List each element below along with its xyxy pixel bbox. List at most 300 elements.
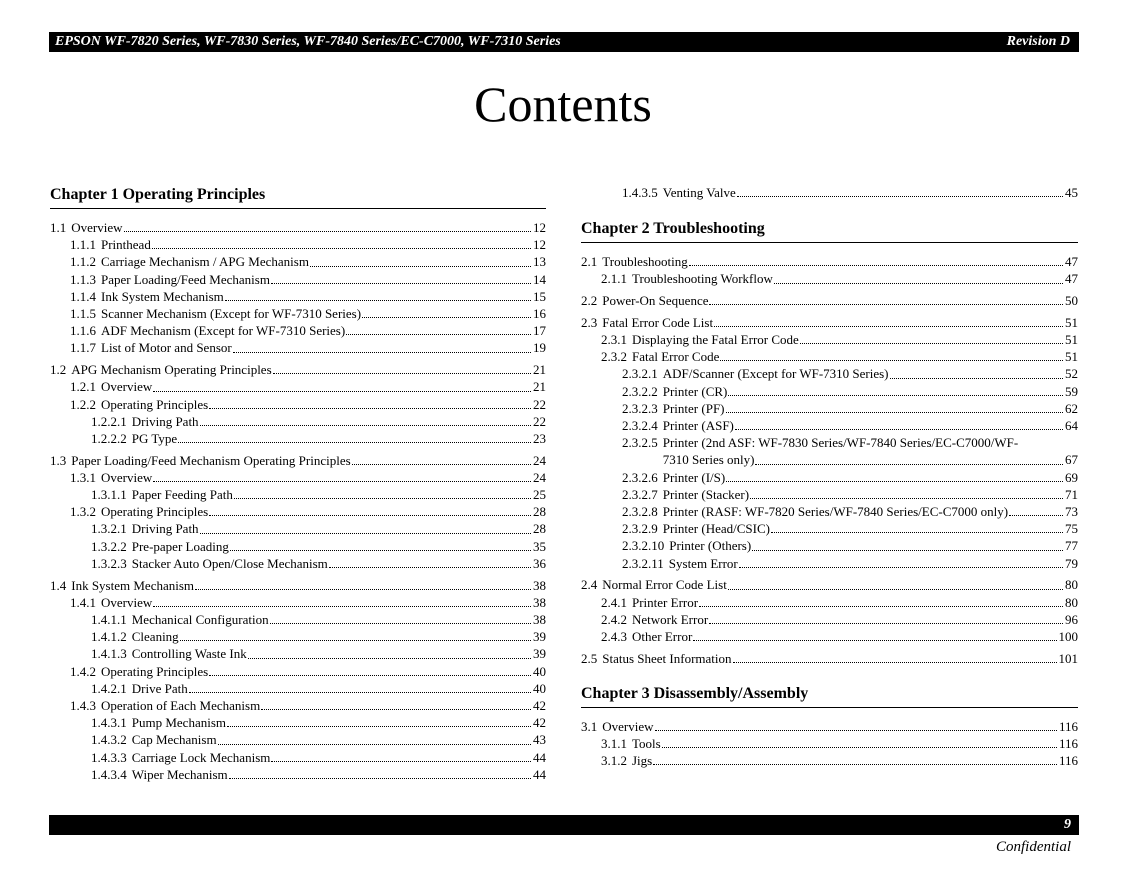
toc-entry-text: ADF/Scanner (Except for WF-7310 Series) [662,366,889,382]
toc-entry-page: 21 [533,362,546,378]
chapter-1-entries [50,219,546,783]
toc-entry[interactable] [581,752,1078,769]
dot-leader [720,360,1063,361]
toc-entry-page: 52 [1065,366,1078,382]
toc-entry[interactable] [50,236,546,253]
toc-entry-number: 3.1.1 [601,736,627,752]
toc-entry-text: Fatal Error Code [632,349,720,365]
toc-entry-text: Wiper Mechanism [131,766,228,782]
toc-entry-text: Printer (Others) [669,538,752,554]
toc-entry-number: 2.3.2.1 [622,366,658,382]
toc-entry-number: 1.1.6 [70,323,96,339]
toc-entry-number: 1.2.2 [70,396,96,412]
toc-entry-text: Tools [632,736,661,752]
toc-entry-number: 1.1.4 [70,288,96,304]
chapter-1-heading[interactable]: Chapter 1 Operating Principles [50,184,546,209]
toc-entry-text-cont: 7310 Series only) [662,452,755,468]
dot-leader [693,640,1056,641]
toc-entry[interactable] [50,766,546,783]
toc-entry-text: Printer (Stacker) [662,486,750,502]
toc-entry-number: 1.4.2 [70,663,96,679]
toc-entry[interactable] [50,253,546,270]
toc-entry-number: 1.1.1 [70,237,96,253]
dot-leader [225,300,531,301]
toc-entry-page: 28 [533,504,546,520]
toc-entry-page: 45 [1065,185,1078,200]
toc-entry-text: Fatal Error Code List [602,314,714,330]
toc-entry-page: 38 [533,594,546,610]
toc-entry-page: 35 [533,538,546,554]
dot-leader [655,730,1057,731]
footer-bar [49,815,1079,835]
toc-entry-page: 42 [533,697,546,713]
toc-entry-number: 1.4.1.1 [91,611,127,627]
toc-entry-page: 16 [533,306,546,322]
toc-entry[interactable] [581,735,1078,752]
dot-leader [271,283,531,284]
toc-entry-number: 2.1.1 [601,271,627,287]
toc-entry-page: 22 [533,413,546,429]
dot-leader [230,550,531,551]
toc-entry-page: 17 [533,323,546,339]
toc-entry[interactable] [50,378,546,395]
toc-entry-page: 25 [533,487,546,503]
toc-entry-text: Operation of Each Mechanism [101,697,261,713]
toc-entry-text: Driving Path [131,521,199,537]
toc-entry-text: Overview [101,469,153,485]
dot-leader [709,304,1063,305]
toc-entry-number: 1.1 [50,220,67,235]
toc-entry-number: 2.4.3 [601,628,627,644]
toc-entry-page: 116 [1058,718,1078,734]
toc-entry-text: Venting Valve [662,185,736,200]
dot-leader [124,231,531,232]
toc-entry-number: 2.3.2.5 [622,435,658,451]
toc-entry-number: 1.2.1 [70,379,96,395]
toc-entry-text: Power-On Sequence [602,293,709,309]
toc-entry-number: 2.3.2.3 [622,400,658,416]
toc-entry[interactable] [581,417,1078,434]
toc-entry-text: Normal Error Code List [602,577,727,593]
toc-entry[interactable] [50,288,546,305]
toc-entry-number: 1.3.2.2 [91,538,127,554]
toc-entry-page: 75 [1065,521,1078,537]
toc-entry-number: 1.4.1.3 [91,646,127,662]
toc-entry-number: 1.3.2.1 [91,521,127,537]
toc-entry[interactable] [50,452,546,469]
dot-leader [352,464,531,465]
toc-entry[interactable] [581,383,1078,400]
toc-entry-page: 51 [1065,314,1078,330]
toc-entry[interactable] [50,577,546,594]
toc-entry-page: 116 [1058,753,1078,769]
toc-entry[interactable] [50,503,546,520]
dot-leader [178,442,531,443]
toc-entry-page: 38 [533,611,546,627]
toc-entry-text: Network Error [632,611,709,627]
toc-entry-continuation [663,451,1078,468]
toc-entry[interactable] [50,361,546,378]
header-bar [49,32,1079,52]
toc-entry[interactable] [581,184,1078,201]
toc-entry-number: 2.4 [581,577,598,593]
toc-entry-text: Paper Feeding Path [131,487,233,503]
toc-entry[interactable] [50,714,546,731]
dot-leader [728,589,1063,590]
toc-entry-text: Overview [101,379,153,395]
toc-entry[interactable] [581,253,1078,270]
toc-entry[interactable] [581,434,1078,468]
toc-entry-page: 71 [1065,486,1078,502]
toc-entry-page: 96 [1065,611,1078,627]
toc-entry-number: 1.1.2 [70,254,96,270]
toc-entry-text: Carriage Lock Mechanism [131,749,271,765]
toc-entry[interactable] [581,348,1078,365]
toc-entry-page: 42 [533,715,546,731]
toc-entry[interactable] [50,305,546,322]
toc-entry[interactable] [50,538,546,555]
dot-leader [728,395,1063,396]
toc-entry-text: Paper Loading/Feed Mechanism Operating Principles [71,452,351,468]
dot-leader [153,606,531,607]
toc-entry[interactable] [581,650,1078,667]
dot-leader [270,623,531,624]
toc-entry-page: 39 [533,646,546,662]
toc-entry[interactable] [581,576,1078,593]
dot-leader [209,408,531,409]
toc-entry[interactable] [581,400,1078,417]
toc-entry-number: 2.3 [581,314,598,330]
toc-entry[interactable] [50,680,546,697]
toc-entry[interactable] [50,322,546,339]
toc-entry[interactable] [581,503,1078,520]
dot-leader [261,709,531,710]
toc-entry-text: Pre-paper Loading [131,538,229,554]
dot-leader [273,373,531,374]
confidential-label: Confidential [996,839,1071,855]
dot-leader [800,343,1063,344]
dot-leader [752,550,1063,551]
toc-entry-number: 1.3.2 [70,504,96,520]
toc-entry-number: 2.4.1 [601,594,627,610]
toc-entry-text: Overview [71,220,123,235]
toc-entry-text: Drive Path [131,680,188,696]
toc-entry[interactable] [581,365,1078,382]
toc-entry-text: Printer (I/S) [662,469,726,485]
toc-right-column [581,184,1078,769]
dot-leader [234,498,531,499]
toc-entry-page: 80 [1065,594,1078,610]
toc-entry[interactable] [581,520,1078,537]
toc-entry-number: 2.3.1 [601,332,627,348]
toc-entry-number: 1.4.3.3 [91,749,127,765]
chapter-3-entries [581,718,1078,770]
toc-entry[interactable] [581,628,1078,645]
toc-entry-page: 73 [1065,504,1078,520]
toc-entry-page: 80 [1065,577,1078,593]
toc-entry[interactable] [50,697,546,714]
dot-leader [689,265,1063,266]
toc-entry-number: 1.3 [50,452,67,468]
toc-entry-wrap [663,434,1078,468]
toc-entry[interactable] [581,555,1078,572]
toc-entry-text: Printer (RASF: WF-7820 Series/WF-7840 Series/EC-C7000 only) [662,504,1009,520]
toc-entry-number: 2.3.2.10 [622,538,665,554]
toc-entry-page: 39 [533,629,546,645]
dot-leader [329,567,531,568]
toc-entry-number: 1.4.3.2 [91,732,127,748]
toc-entry-number: 1.4.3.5 [622,185,658,200]
toc-entry[interactable] [50,413,546,430]
toc-entry-text: Controlling Waste Ink [131,646,247,662]
chapter-2-entries [581,253,1078,667]
toc-entry-number: 1.4.3 [70,697,96,713]
header-series-title: EPSON WF-7820 Series, WF-7830 Series, WF-7840 Series/EC-C7000, WF-7310 Series [55,34,561,49]
toc-entry-text: Operating Principles [101,663,209,679]
toc-entry-text: List of Motor and Sensor [101,340,232,356]
toc-entry-number: 2.3.2.6 [622,469,658,485]
toc-entry-number: 1.4.3.4 [91,766,127,782]
dot-leader [714,326,1063,327]
toc-entry-page: 13 [533,254,546,270]
dot-leader [310,266,531,267]
toc-entry[interactable] [581,594,1078,611]
toc-entry-page: 24 [533,469,546,485]
dot-leader [699,606,1063,607]
toc-entry-number: 2.3.2.8 [622,504,658,520]
toc-entry-number: 2.3.2.11 [622,555,664,571]
toc-entry-text: Jigs [632,753,653,769]
dot-leader [771,532,1063,533]
toc-entry-text: Operating Principles [101,396,209,412]
toc-entry-page: 43 [533,732,546,748]
toc-entry[interactable] [581,718,1078,735]
toc-entry[interactable] [50,430,546,447]
dot-leader [362,317,531,318]
dot-leader [153,391,531,392]
dot-leader [209,675,531,676]
toc-entry-page: 100 [1058,628,1078,644]
toc-entry-text: Ink System Mechanism [71,577,195,593]
toc-entry-number: 1.4.2.1 [91,680,127,696]
toc-entry[interactable] [581,486,1078,503]
dot-leader [233,352,531,353]
toc-entry[interactable] [50,219,546,236]
toc-entry[interactable] [50,645,546,662]
toc-entry[interactable] [50,520,546,537]
toc-entry-number: 1.3.1.1 [91,487,127,503]
toc-entry-page: 79 [1065,555,1078,571]
toc-entry-page: 51 [1065,349,1078,365]
toc-entry-number: 2.2 [581,293,598,309]
toc-entry-page: 19 [533,340,546,356]
toc-entry-page: 38 [533,577,546,593]
toc-entry-text: Printer (CR) [662,383,728,399]
toc-entry-number: 1.1.7 [70,340,96,356]
dot-leader [346,334,531,335]
toc-entry-number: 1.4 [50,577,67,593]
toc-entry-page: 64 [1065,418,1078,434]
toc-entry-page: 62 [1065,400,1078,416]
dot-leader [890,378,1063,379]
toc-entry-page: 14 [533,271,546,287]
dot-leader [153,481,531,482]
dot-leader [733,662,1057,663]
toc-entry-page: 77 [1065,538,1078,554]
toc-entry-number: 1.1.3 [70,271,96,287]
page-number: 9 [1064,817,1071,832]
toc-entry[interactable] [581,331,1078,348]
dot-leader [739,567,1063,568]
page-title: Contents [474,76,652,132]
dot-leader [1009,515,1063,516]
toc-entry[interactable] [50,469,546,486]
toc-entry-text: Paper Loading/Feed Mechanism [101,271,270,287]
toc-entry-text: Mechanical Configuration [131,611,269,627]
dot-leader [750,498,1063,499]
toc-entry-number: 2.5 [581,650,598,666]
dot-leader [726,481,1063,482]
toc-entry-page: 47 [1065,254,1078,270]
toc-entry-text: Printer (2nd ASF: WF-7830 Series/WF-7840 Series/EC-C7000/WF- [662,435,1019,451]
toc-entry-number: 1.2.2.2 [91,430,127,446]
dot-leader [209,515,531,516]
toc-entry-page: 21 [533,379,546,395]
toc-entry-number: 1.1.5 [70,306,96,322]
toc-entry-number: 1.2.2.1 [91,413,127,429]
toc-entry-text: Carriage Mechanism / APG Mechanism [101,254,309,270]
toc-entry-text: Overview [101,594,153,610]
dot-leader [774,283,1063,284]
toc-entry[interactable] [50,663,546,680]
dot-leader [755,464,1063,465]
toc-entry-number: 1.4.3.1 [91,715,127,731]
toc-entry-number: 2.4.2 [601,611,627,627]
toc-entry-page: 59 [1065,383,1078,399]
toc-entry[interactable] [50,339,546,356]
toc-left-column [50,184,546,783]
toc-entry-text: Troubleshooting Workflow [632,271,773,287]
dot-leader [709,623,1063,624]
toc-entry-text: Cleaning [131,629,179,645]
dot-leader [737,196,1063,197]
dot-leader [218,744,531,745]
toc-entry-text: Stacker Auto Open/Close Mechanism [131,555,328,571]
toc-entry-text: Operating Principles [101,504,209,520]
toc-entry[interactable] [50,628,546,645]
toc-entry-text: ADF Mechanism (Except for WF-7310 Series) [101,323,346,339]
toc-entry-page: 12 [533,220,546,235]
toc-entry-number: 1.4.1 [70,594,96,610]
toc-entry-page: 22 [533,396,546,412]
toc-entry-text: Scanner Mechanism (Except for WF-7310 Series) [101,306,362,322]
toc-entry[interactable] [50,731,546,748]
toc-entry-number: 2.1 [581,254,598,270]
dot-leader [735,429,1063,430]
toc-entry-number: 2.3.2.2 [622,383,658,399]
toc-entry[interactable] [581,292,1078,309]
toc-entry-page: 23 [533,430,546,446]
toc-entry-text: Other Error [632,628,693,644]
toc-entry-number: 2.3.2.9 [622,521,658,537]
toc-entry[interactable] [50,611,546,628]
toc-entry-page: 44 [533,749,546,765]
toc-entry[interactable] [50,271,546,288]
toc-entry-text: Displaying the Fatal Error Code [632,332,799,348]
toc-entry-page: 51 [1065,332,1078,348]
dot-leader [653,764,1057,765]
toc-entry-number: 3.1.2 [601,753,627,769]
toc-entry[interactable] [581,270,1078,287]
toc-entry-text: Driving Path [131,413,199,429]
toc-entry[interactable] [50,594,546,611]
toc-entry-text: Ink System Mechanism [101,288,224,304]
toc-entry-page: 15 [533,288,546,304]
toc-entry-text: Cap Mechanism [131,732,217,748]
toc-entry-page: 40 [533,663,546,679]
toc-entry[interactable] [581,537,1078,554]
dot-leader [200,425,531,426]
toc-entry-number: 2.3.2.4 [622,418,658,434]
toc-entry-page: 12 [533,237,546,253]
toc-entry-number: 1.3.1 [70,469,96,485]
toc-entry-page: 24 [533,452,546,468]
toc-entry-text: Printer Error [632,594,699,610]
dot-leader [248,658,531,659]
dot-leader [229,778,531,779]
dot-leader [152,248,531,249]
chapter-2-heading[interactable]: Chapter 2 Troubleshooting [581,218,1078,243]
dot-leader [200,533,531,534]
toc-entry-number: 2.3.2 [601,349,627,365]
toc-entry-page: 44 [533,766,546,782]
toc-entry[interactable] [581,314,1078,331]
toc-entry-page: 67 [1065,452,1078,468]
toc-entry-text: System Error [668,555,738,571]
toc-entry-text: Status Sheet Information [602,650,732,666]
toc-entry-page: 69 [1065,469,1078,485]
dot-leader [180,640,531,641]
toc-entry-page: 101 [1058,650,1078,666]
chapter-3-heading[interactable]: Chapter 3 Disassembly/Assembly [581,683,1078,708]
toc-entry-number: 1.4.1.2 [91,629,127,645]
toc-entry-text: Pump Mechanism [131,715,226,731]
dot-leader [227,726,531,727]
toc-entry-text: Printer (PF) [662,400,725,416]
toc-entry-number: 3.1 [581,718,598,734]
toc-entry-page: 40 [533,680,546,696]
toc-entry-page: 50 [1065,293,1078,309]
toc-entry-page: 116 [1058,736,1078,752]
toc-entry-number: 1.3.2.3 [91,555,127,571]
dot-leader [271,761,531,762]
header-revision: Revision D [1006,34,1070,49]
toc-entry[interactable] [581,611,1078,628]
toc-entry[interactable] [50,749,546,766]
toc-entry-text: Troubleshooting [602,254,688,270]
toc-entry[interactable] [50,486,546,503]
toc-entry-page: 47 [1065,271,1078,287]
dot-leader [726,412,1064,413]
toc-entry[interactable] [50,396,546,413]
toc-entry-text: Printer (Head/CSIC) [662,521,770,537]
toc-entry[interactable] [581,469,1078,486]
toc-entry-text: Overview [602,718,654,734]
toc-entry[interactable] [50,555,546,572]
toc-entry-text: APG Mechanism Operating Principles [71,362,272,378]
toc-entry-page: 36 [533,555,546,571]
dot-leader [189,692,531,693]
